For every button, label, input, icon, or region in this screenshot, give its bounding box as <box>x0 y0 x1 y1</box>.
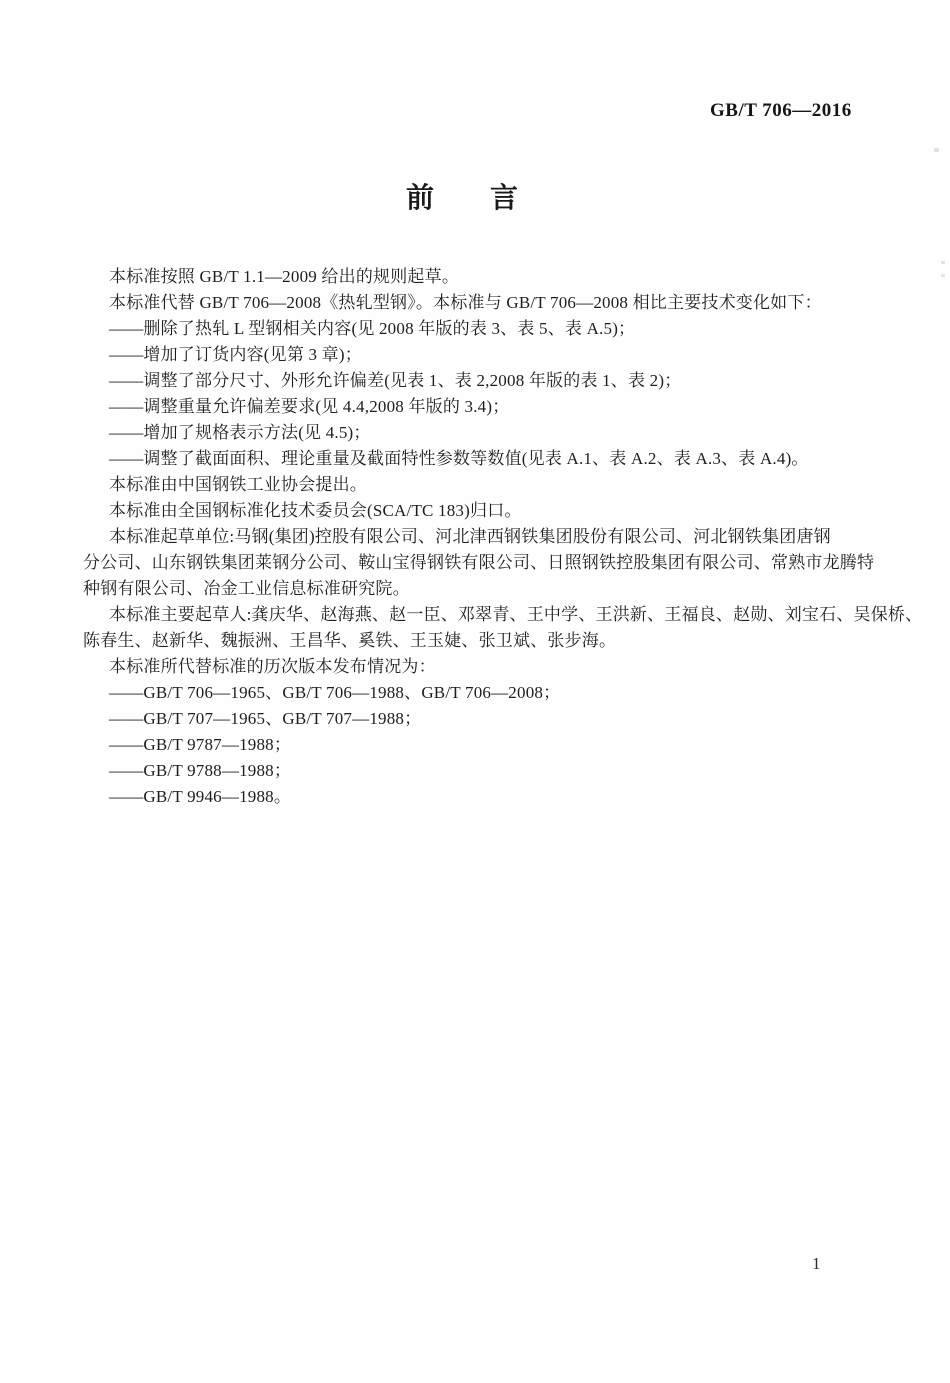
scan-artifact <box>941 274 945 277</box>
paragraph-line: 陈春生、赵新华、魏振洲、王昌华、奚铁、王玉婕、张卫斌、张步海。 <box>83 631 617 650</box>
scan-artifact <box>941 261 945 264</box>
history-list-item: ——GB/T 706—1965、GB/T 706—1988、GB/T 706—2008； <box>109 683 561 702</box>
scan-artifact <box>934 148 939 152</box>
change-list-item: ——调整重量允许偏差要求(见 4.4,2008 年版的 3.4)； <box>109 397 510 416</box>
paragraph-line: 分公司、山东钢铁集团莱钢分公司、鞍山宝得钢铁有限公司、日照钢铁控股集团有限公司、常熟市龙腾特 <box>83 553 875 572</box>
paragraph-line: 本标准代替 GB/T 706—2008《热轧型钢》。本标准与 GB/T 706—2008 相比主要技术变化如下： <box>109 293 822 312</box>
change-list-item: ——增加了订货内容(见第 3 章)； <box>109 345 362 364</box>
paragraph-line: 本标准由全国钢标准化技术委员会(SCA/TC 183)归口。 <box>109 501 522 520</box>
change-list-item: ——删除了热轧 L 型钢相关内容(见 2008 年版的表 3、表 5、表 A.5)； <box>109 319 636 338</box>
change-list-item: ——调整了部分尺寸、外形允许偏差(见表 1、表 2,2008 年版的表 1、表 2)； <box>109 371 682 390</box>
change-list-item: ——增加了规格表示方法(见 4.5)； <box>109 423 371 442</box>
paragraph-line: 本标准所代替标准的历次版本发布情况为： <box>109 657 436 676</box>
history-list-item: ——GB/T 9946—1988。 <box>109 787 292 806</box>
standard-number: GB/T 706—2016 <box>710 100 852 121</box>
history-list-item: ——GB/T 707—1965、GB/T 707—1988； <box>109 709 422 728</box>
paragraph-line: 本标准起草单位:马钢(集团)控股有限公司、河北津西钢铁集团股份有限公司、河北钢铁集团唐钢 <box>109 527 831 546</box>
history-list-item: ——GB/T 9788—1988； <box>109 761 292 780</box>
paragraph-line: 种钢有限公司、冶金工业信息标准研究院。 <box>83 579 410 598</box>
foreword-body <box>83 264 923 810</box>
change-list-item: ——调整了截面面积、理论重量及截面特性参数等数值(见表 A.1、表 A.2、表 A.3、表 A.4)。 <box>109 449 809 468</box>
paragraph-line: 本标准按照 GB/T 1.1—2009 给出的规则起草。 <box>109 267 460 286</box>
paragraph-line: 本标准主要起草人:龚庆华、赵海燕、赵一臣、邓翠青、王中学、王洪新、王福良、赵勋、刘宝石、吴保桥、 <box>109 605 923 624</box>
page-title: 前 言 <box>405 182 519 213</box>
page-number: 1 <box>812 1254 821 1273</box>
paragraph-line: 本标准由中国钢铁工业协会提出。 <box>109 475 367 494</box>
history-list-item: ——GB/T 9787—1988； <box>109 735 292 754</box>
